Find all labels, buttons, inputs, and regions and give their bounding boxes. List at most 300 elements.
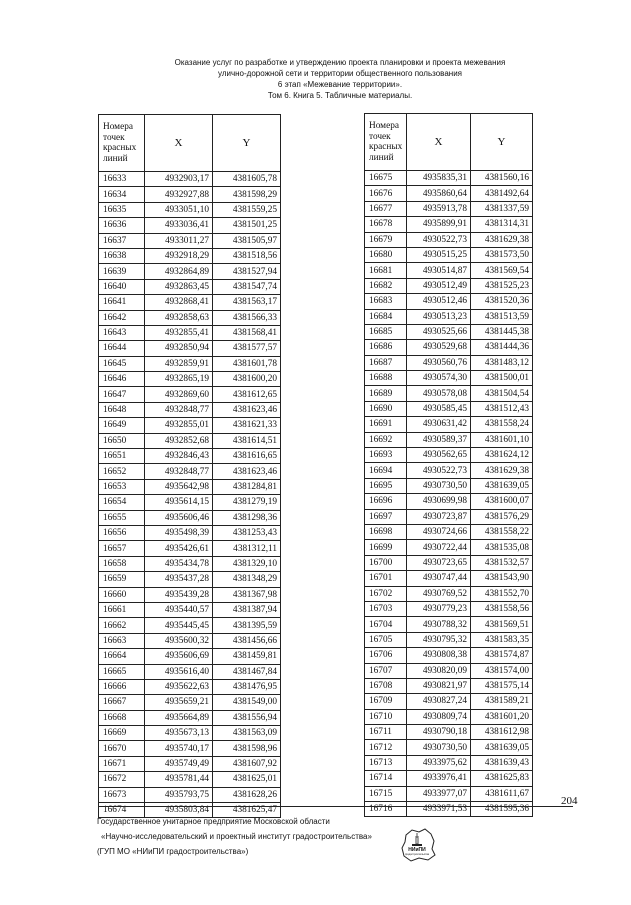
x-coordinate-cell: 4930730,50 (407, 740, 471, 755)
y-coordinate-cell: 4381621,33 (213, 418, 281, 433)
point-number-cell: 16673 (99, 787, 145, 802)
point-number-cell: 16637 (99, 233, 145, 248)
y-coordinate-cell: 4381549,00 (213, 695, 281, 710)
table-row (99, 556, 281, 571)
y-coordinate-cell: 4381395,59 (213, 618, 281, 633)
point-number-cell: 16645 (99, 356, 145, 371)
y-coordinate-cell: 4381298,36 (213, 510, 281, 525)
point-number-cell: 16664 (99, 649, 145, 664)
table-row (99, 372, 281, 387)
x-coordinate-cell: 4935740,17 (145, 741, 213, 756)
x-coordinate-cell: 4930589,37 (407, 432, 471, 447)
x-coordinate-cell: 4932869,60 (145, 387, 213, 402)
table-row (99, 295, 281, 310)
point-number-cell: 16656 (99, 525, 145, 540)
x-coordinate-cell: 4930788,32 (407, 617, 471, 632)
table-row (99, 787, 281, 802)
x-coordinate-cell: 4935781,44 (145, 772, 213, 787)
y-coordinate-cell: 4381337,59 (471, 201, 533, 216)
point-number-cell: 16641 (99, 295, 145, 310)
y-coordinate-cell: 4381504,54 (471, 386, 533, 401)
table-row (365, 648, 533, 663)
point-number-cell: 16692 (365, 432, 407, 447)
x-coordinate-cell: 4935606,69 (145, 649, 213, 664)
x-coordinate-cell: 4930795,32 (407, 632, 471, 647)
y-coordinate-cell: 4381284,81 (213, 479, 281, 494)
x-coordinate-cell: 4932865,19 (145, 372, 213, 387)
x-coordinate-cell: 4935835,31 (407, 171, 471, 186)
point-number-cell: 16642 (99, 310, 145, 325)
point-number-cell: 16639 (99, 264, 145, 279)
x-coordinate-cell: 4930574,30 (407, 371, 471, 386)
svg-text:градостроительства: градостроительства (404, 853, 430, 856)
point-number-cell: 16662 (99, 618, 145, 633)
table-row (99, 633, 281, 648)
x-coordinate-cell: 4935440,57 (145, 602, 213, 617)
y-coordinate-cell: 4381624,12 (471, 448, 533, 463)
point-number-cell: 16650 (99, 433, 145, 448)
x-coordinate-cell: 4932846,43 (145, 449, 213, 464)
point-number-cell: 16661 (99, 602, 145, 617)
point-number-cell: 16701 (365, 571, 407, 586)
y-coordinate-cell: 4381629,38 (471, 232, 533, 247)
column-header-x: X (145, 115, 213, 172)
table-row (365, 309, 533, 324)
x-coordinate-cell: 4933011,27 (145, 233, 213, 248)
table-row (99, 479, 281, 494)
x-coordinate-cell: 4930512,49 (407, 278, 471, 293)
y-coordinate-cell: 4381558,24 (471, 417, 533, 432)
x-coordinate-cell: 4930723,65 (407, 555, 471, 570)
x-coordinate-cell: 4935614,15 (145, 495, 213, 510)
point-number-cell: 16634 (99, 187, 145, 202)
x-coordinate-cell: 4932848,77 (145, 464, 213, 479)
point-number-cell: 16699 (365, 540, 407, 555)
y-coordinate-cell: 4381600,20 (213, 372, 281, 387)
table-row (365, 417, 533, 432)
x-coordinate-cell: 4935426,61 (145, 541, 213, 556)
table-row (365, 694, 533, 709)
y-coordinate-cell: 4381563,17 (213, 295, 281, 310)
point-number-cell: 16633 (99, 172, 145, 187)
table-row (365, 555, 533, 570)
x-coordinate-cell: 4930562,65 (407, 448, 471, 463)
y-coordinate-cell: 4381607,92 (213, 756, 281, 771)
coordinates-table-left (98, 114, 281, 818)
document-footer (97, 814, 372, 859)
table-row (365, 725, 533, 740)
x-coordinate-cell: 4932852,68 (145, 433, 213, 448)
x-coordinate-cell: 4930821,97 (407, 678, 471, 693)
y-coordinate-cell: 4381387,94 (213, 602, 281, 617)
table-row (99, 772, 281, 787)
point-number-cell: 16669 (99, 726, 145, 741)
x-coordinate-cell: 4935498,39 (145, 525, 213, 540)
y-coordinate-cell: 4381568,41 (213, 325, 281, 340)
table-header-row (365, 114, 533, 171)
y-coordinate-cell: 4381639,05 (471, 740, 533, 755)
x-coordinate-cell: 4930514,87 (407, 263, 471, 278)
point-number-cell: 16702 (365, 586, 407, 601)
point-number-cell: 16644 (99, 341, 145, 356)
point-number-cell: 16685 (365, 324, 407, 339)
x-coordinate-cell: 4935437,28 (145, 572, 213, 587)
point-number-cell: 16675 (365, 171, 407, 186)
y-coordinate-cell: 4381566,33 (213, 310, 281, 325)
table-row (99, 433, 281, 448)
point-number-cell: 16635 (99, 202, 145, 217)
y-coordinate-cell: 4381445,38 (471, 324, 533, 339)
y-coordinate-cell: 4381312,11 (213, 541, 281, 556)
x-coordinate-cell: 4930529,68 (407, 340, 471, 355)
y-coordinate-cell: 4381367,98 (213, 587, 281, 602)
table-row (365, 617, 533, 632)
point-number-cell: 16686 (365, 340, 407, 355)
point-number-cell: 16700 (365, 555, 407, 570)
table-row (365, 217, 533, 232)
y-coordinate-cell: 4381467,84 (213, 664, 281, 679)
y-coordinate-cell: 4381547,74 (213, 279, 281, 294)
y-coordinate-cell: 4381253,43 (213, 525, 281, 540)
table-row (365, 186, 533, 201)
table-row (99, 264, 281, 279)
point-number-cell: 16684 (365, 309, 407, 324)
point-number-cell: 16694 (365, 463, 407, 478)
x-coordinate-cell: 4930525,66 (407, 324, 471, 339)
y-coordinate-cell: 4381574,87 (471, 648, 533, 663)
table-row (99, 418, 281, 433)
y-coordinate-cell: 4381520,36 (471, 294, 533, 309)
point-number-cell: 16709 (365, 694, 407, 709)
point-number-cell: 16674 (99, 803, 145, 818)
x-coordinate-cell: 4932903,17 (145, 172, 213, 187)
point-number-cell: 16710 (365, 709, 407, 724)
header-line-3: 6 этап «Межевание территории». (277, 80, 403, 89)
point-number-cell: 16666 (99, 679, 145, 694)
table-row (365, 632, 533, 647)
table-row (99, 187, 281, 202)
x-coordinate-cell: 4933976,41 (407, 771, 471, 786)
y-coordinate-cell: 4381569,54 (471, 263, 533, 278)
y-coordinate-cell: 4381614,51 (213, 433, 281, 448)
table-row (365, 263, 533, 278)
footer-line-3: (ГУП МО «НИиПИ градостроительства») (97, 847, 249, 856)
svg-text:НИиПИ: НИиПИ (408, 847, 426, 853)
y-coordinate-cell: 4381563,09 (213, 726, 281, 741)
point-number-cell: 16703 (365, 601, 407, 616)
table-row (99, 172, 281, 187)
y-coordinate-cell: 4381629,38 (471, 463, 533, 478)
table-row (365, 355, 533, 370)
y-coordinate-cell: 4381535,08 (471, 540, 533, 555)
x-coordinate-cell: 4932850,94 (145, 341, 213, 356)
x-coordinate-cell: 4930723,87 (407, 509, 471, 524)
table-row (99, 248, 281, 263)
table-row (99, 572, 281, 587)
point-number-cell: 16653 (99, 479, 145, 494)
point-number-cell: 16705 (365, 632, 407, 647)
x-coordinate-cell: 4930747,44 (407, 571, 471, 586)
table-row (365, 463, 533, 478)
point-number-cell: 16651 (99, 449, 145, 464)
y-coordinate-cell: 4381601,78 (213, 356, 281, 371)
table-row (365, 324, 533, 339)
page-number: 204 (561, 795, 578, 807)
point-number-cell: 16704 (365, 617, 407, 632)
table-row (99, 710, 281, 725)
table-row (365, 171, 533, 186)
table-row (365, 786, 533, 801)
point-number-cell: 16687 (365, 355, 407, 370)
y-coordinate-cell: 4381444,36 (471, 340, 533, 355)
y-coordinate-cell: 4381513,59 (471, 309, 533, 324)
y-coordinate-cell: 4381600,07 (471, 494, 533, 509)
x-coordinate-cell: 4935673,13 (145, 726, 213, 741)
x-coordinate-cell: 4933977,07 (407, 786, 471, 801)
y-coordinate-cell: 4381552,70 (471, 586, 533, 601)
table-row (365, 524, 533, 539)
y-coordinate-cell: 4381348,29 (213, 572, 281, 587)
x-coordinate-cell: 4930790,18 (407, 725, 471, 740)
y-coordinate-cell: 4381625,01 (213, 772, 281, 787)
point-number-cell: 16714 (365, 771, 407, 786)
y-coordinate-cell: 4381623,46 (213, 464, 281, 479)
point-number-cell: 16649 (99, 418, 145, 433)
point-number-cell: 16698 (365, 524, 407, 539)
point-number-cell: 16660 (99, 587, 145, 602)
x-coordinate-cell: 4935434,78 (145, 556, 213, 571)
table-row (99, 310, 281, 325)
x-coordinate-cell: 4935793,75 (145, 787, 213, 802)
x-coordinate-cell: 4935659,21 (145, 695, 213, 710)
table-row (99, 202, 281, 217)
point-number-cell: 16681 (365, 263, 407, 278)
y-coordinate-cell: 4381605,78 (213, 172, 281, 187)
table-row (365, 278, 533, 293)
y-coordinate-cell: 4381583,35 (471, 632, 533, 647)
table-row (365, 663, 533, 678)
y-coordinate-cell: 4381612,98 (471, 725, 533, 740)
point-number-cell: 16648 (99, 402, 145, 417)
x-coordinate-cell: 4930827,24 (407, 694, 471, 709)
table-row (99, 649, 281, 664)
y-coordinate-cell: 4381623,46 (213, 402, 281, 417)
document-header (120, 57, 560, 101)
x-coordinate-cell: 4930522,73 (407, 232, 471, 247)
x-coordinate-cell: 4935860,64 (407, 186, 471, 201)
y-coordinate-cell: 4381574,00 (471, 663, 533, 678)
table-row (365, 448, 533, 463)
point-number-cell: 16657 (99, 541, 145, 556)
table-row (365, 201, 533, 216)
table-row (99, 679, 281, 694)
point-number-cell: 16696 (365, 494, 407, 509)
point-number-cell: 16691 (365, 417, 407, 432)
y-coordinate-cell: 4381625,83 (471, 771, 533, 786)
table-row (99, 510, 281, 525)
point-number-cell: 16667 (99, 695, 145, 710)
point-number-cell: 16670 (99, 741, 145, 756)
point-number-cell: 16679 (365, 232, 407, 247)
point-number-cell: 16658 (99, 556, 145, 571)
y-coordinate-cell: 4381612,65 (213, 387, 281, 402)
y-coordinate-cell: 4381501,25 (213, 218, 281, 233)
x-coordinate-cell: 4935642,98 (145, 479, 213, 494)
table-row (365, 802, 533, 817)
header-line-4: Том 6. Книга 5. Табличные материалы. (267, 91, 413, 100)
table-row (99, 587, 281, 602)
y-coordinate-cell: 4381518,56 (213, 248, 281, 263)
y-coordinate-cell: 4381625,47 (213, 803, 281, 818)
x-coordinate-cell: 4935913,78 (407, 201, 471, 216)
table-row (365, 232, 533, 247)
point-number-cell: 16695 (365, 478, 407, 493)
y-coordinate-cell: 4381601,10 (471, 432, 533, 447)
column-header-y: Y (213, 115, 281, 172)
x-coordinate-cell: 4932855,01 (145, 418, 213, 433)
table-row (365, 247, 533, 262)
footer-line-2: «Научно-исследовательский и проектный институт градостроительства» (101, 832, 372, 841)
point-number-cell: 16652 (99, 464, 145, 479)
point-number-cell: 16677 (365, 201, 407, 216)
table-row (365, 740, 533, 755)
y-coordinate-cell: 4381556,94 (213, 710, 281, 725)
y-coordinate-cell: 4381560,16 (471, 171, 533, 186)
table-row (365, 586, 533, 601)
x-coordinate-cell: 4935445,45 (145, 618, 213, 633)
point-number-cell: 16682 (365, 278, 407, 293)
x-coordinate-cell: 4932927,88 (145, 187, 213, 202)
point-number-cell: 16676 (365, 186, 407, 201)
point-number-cell: 16663 (99, 633, 145, 648)
x-coordinate-cell: 4932848,77 (145, 402, 213, 417)
point-number-cell: 16688 (365, 371, 407, 386)
point-number-cell: 16671 (99, 756, 145, 771)
table-row (99, 618, 281, 633)
table-row (365, 294, 533, 309)
column-header-point: Номера точек красных линий (99, 115, 145, 172)
point-number-cell: 16683 (365, 294, 407, 309)
x-coordinate-cell: 4935664,89 (145, 710, 213, 725)
header-line-2: улично-дорожной сети и территории общественного пользования (218, 69, 462, 78)
y-coordinate-cell: 4381577,57 (213, 341, 281, 356)
point-number-cell: 16708 (365, 678, 407, 693)
y-coordinate-cell: 4381492,64 (471, 186, 533, 201)
x-coordinate-cell: 4935803,84 (145, 803, 213, 818)
x-coordinate-cell: 4933975,62 (407, 755, 471, 770)
y-coordinate-cell: 4381558,56 (471, 601, 533, 616)
y-coordinate-cell: 4381279,19 (213, 495, 281, 510)
x-coordinate-cell: 4932918,29 (145, 248, 213, 263)
point-number-cell: 16712 (365, 740, 407, 755)
x-coordinate-cell: 4930808,38 (407, 648, 471, 663)
x-coordinate-cell: 4932858,63 (145, 310, 213, 325)
column-header-y: Y (471, 114, 533, 171)
point-number-cell: 16693 (365, 448, 407, 463)
x-coordinate-cell: 4935439,28 (145, 587, 213, 602)
y-coordinate-cell: 4381527,94 (213, 264, 281, 279)
point-number-cell: 16711 (365, 725, 407, 740)
point-number-cell: 16678 (365, 217, 407, 232)
y-coordinate-cell: 4381525,23 (471, 278, 533, 293)
table-row (365, 340, 533, 355)
x-coordinate-cell: 4933036,41 (145, 218, 213, 233)
x-coordinate-cell: 4930522,73 (407, 463, 471, 478)
point-number-cell: 16640 (99, 279, 145, 294)
point-number-cell: 16668 (99, 710, 145, 725)
x-coordinate-cell: 4930578,08 (407, 386, 471, 401)
point-number-cell: 16689 (365, 386, 407, 401)
x-coordinate-cell: 4932859,91 (145, 356, 213, 371)
table-row (99, 756, 281, 771)
y-coordinate-cell: 4381459,81 (213, 649, 281, 664)
point-number-cell: 16697 (365, 509, 407, 524)
table-row (99, 449, 281, 464)
table-row (365, 386, 533, 401)
y-coordinate-cell: 4381500,01 (471, 371, 533, 386)
x-coordinate-cell: 4930631,42 (407, 417, 471, 432)
table-row (365, 771, 533, 786)
table-row (99, 341, 281, 356)
table-row (365, 494, 533, 509)
table-row (99, 695, 281, 710)
y-coordinate-cell: 4381543,90 (471, 571, 533, 586)
x-coordinate-cell: 4930515,25 (407, 247, 471, 262)
point-number-cell: 16672 (99, 772, 145, 787)
point-number-cell: 16647 (99, 387, 145, 402)
table-row (365, 540, 533, 555)
x-coordinate-cell: 4935616,40 (145, 664, 213, 679)
table-row (99, 402, 281, 417)
table-row (365, 478, 533, 493)
x-coordinate-cell: 4930512,46 (407, 294, 471, 309)
table-row (99, 387, 281, 402)
point-number-cell: 16680 (365, 247, 407, 262)
y-coordinate-cell: 4381483,12 (471, 355, 533, 370)
point-number-cell: 16655 (99, 510, 145, 525)
table-row (99, 664, 281, 679)
table-row (365, 509, 533, 524)
table-row (99, 741, 281, 756)
point-number-cell: 16638 (99, 248, 145, 263)
table-row (99, 464, 281, 479)
column-header-x: X (407, 114, 471, 171)
header-line-1: Оказание услуг по разработке и утверждению проекта планировки и проекта межевания (174, 58, 506, 67)
footer-divider (98, 806, 573, 807)
table-row (99, 525, 281, 540)
x-coordinate-cell: 4930820,09 (407, 663, 471, 678)
point-number-cell: 16715 (365, 786, 407, 801)
x-coordinate-cell: 4932855,41 (145, 325, 213, 340)
point-number-cell: 16646 (99, 372, 145, 387)
y-coordinate-cell: 4381628,26 (213, 787, 281, 802)
point-number-cell: 16636 (99, 218, 145, 233)
point-number-cell: 16659 (99, 572, 145, 587)
x-coordinate-cell: 4930809,74 (407, 709, 471, 724)
x-coordinate-cell: 4930724,66 (407, 524, 471, 539)
table-row (99, 233, 281, 248)
y-coordinate-cell: 4381512,43 (471, 401, 533, 416)
x-coordinate-cell: 4930730,50 (407, 478, 471, 493)
table-row (365, 678, 533, 693)
table-header-row (99, 115, 281, 172)
x-coordinate-cell: 4935600,32 (145, 633, 213, 648)
y-coordinate-cell: 4381639,05 (471, 478, 533, 493)
x-coordinate-cell: 4933051,10 (145, 202, 213, 217)
table-row (99, 325, 281, 340)
point-number-cell: 16643 (99, 325, 145, 340)
table-row (99, 541, 281, 556)
